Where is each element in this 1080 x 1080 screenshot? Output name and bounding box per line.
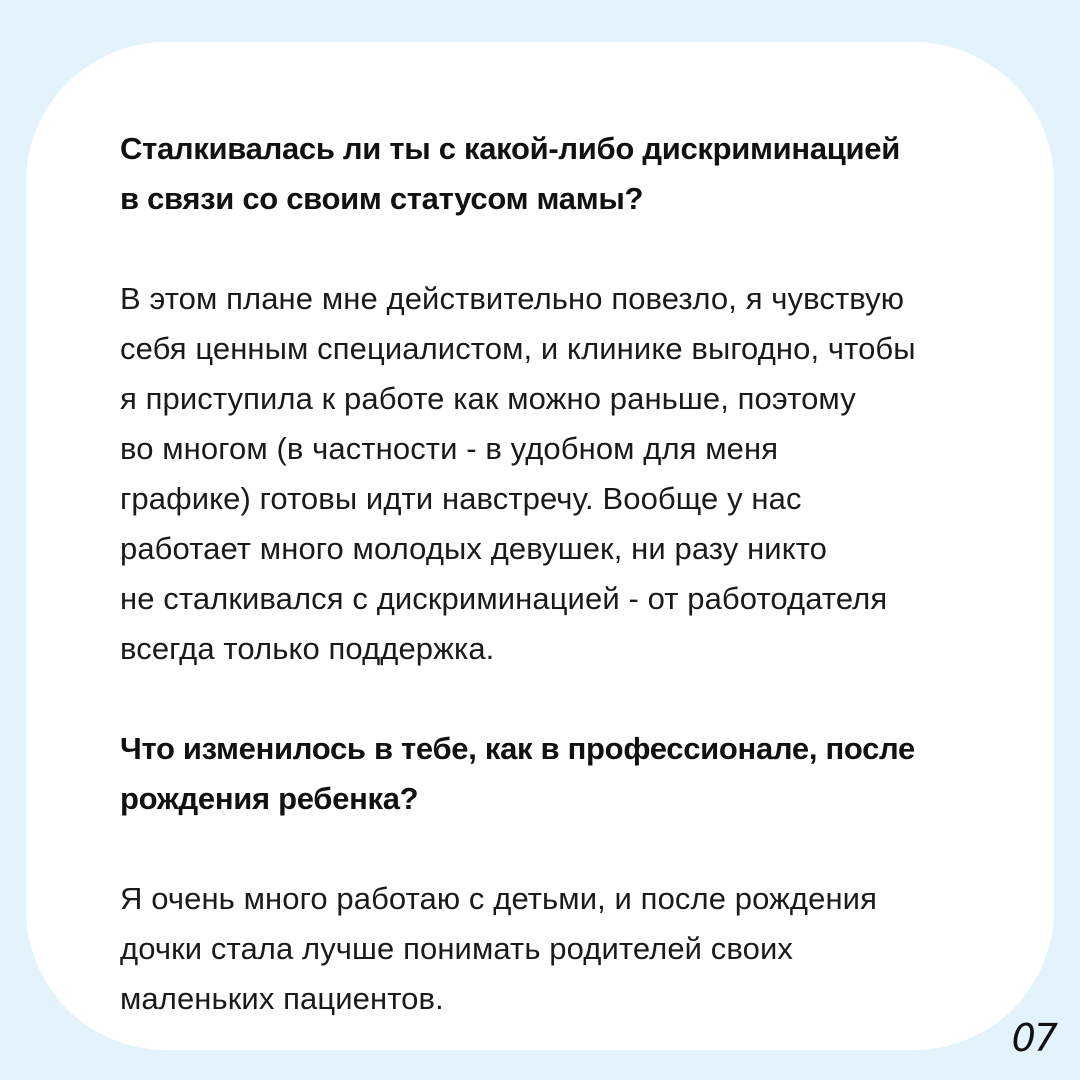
question-2: Что изменилось в тебе, как в профессионале, после рождения ребенка?	[120, 731, 915, 816]
content-card	[26, 42, 1054, 1050]
answer-2: Я очень много работаю с детьми, и после рождения дочки стала лучше понимать родителей своих маленьких пациентов.	[120, 881, 877, 1016]
question-1: Сталкивалась ли ты с какой-либо дискриминацией в связи со своим статусом мамы?	[120, 131, 900, 216]
qa-content	[120, 124, 1060, 1024]
page-number: 07	[1011, 1016, 1056, 1060]
answer-1: В этом плане мне действительно повезло, я чувствую себя ценным специалистом, и клинике выгодно, чтобы я приступила к работе как можно раньше, поэтому во многом (в частности - в удобном для меня графике) готовы идти навстречу. Вообще у нас работает много молодых девушек, ни разу никто не сталкивался с дискриминацией - от работодателя всегда только поддержка.	[120, 281, 916, 666]
